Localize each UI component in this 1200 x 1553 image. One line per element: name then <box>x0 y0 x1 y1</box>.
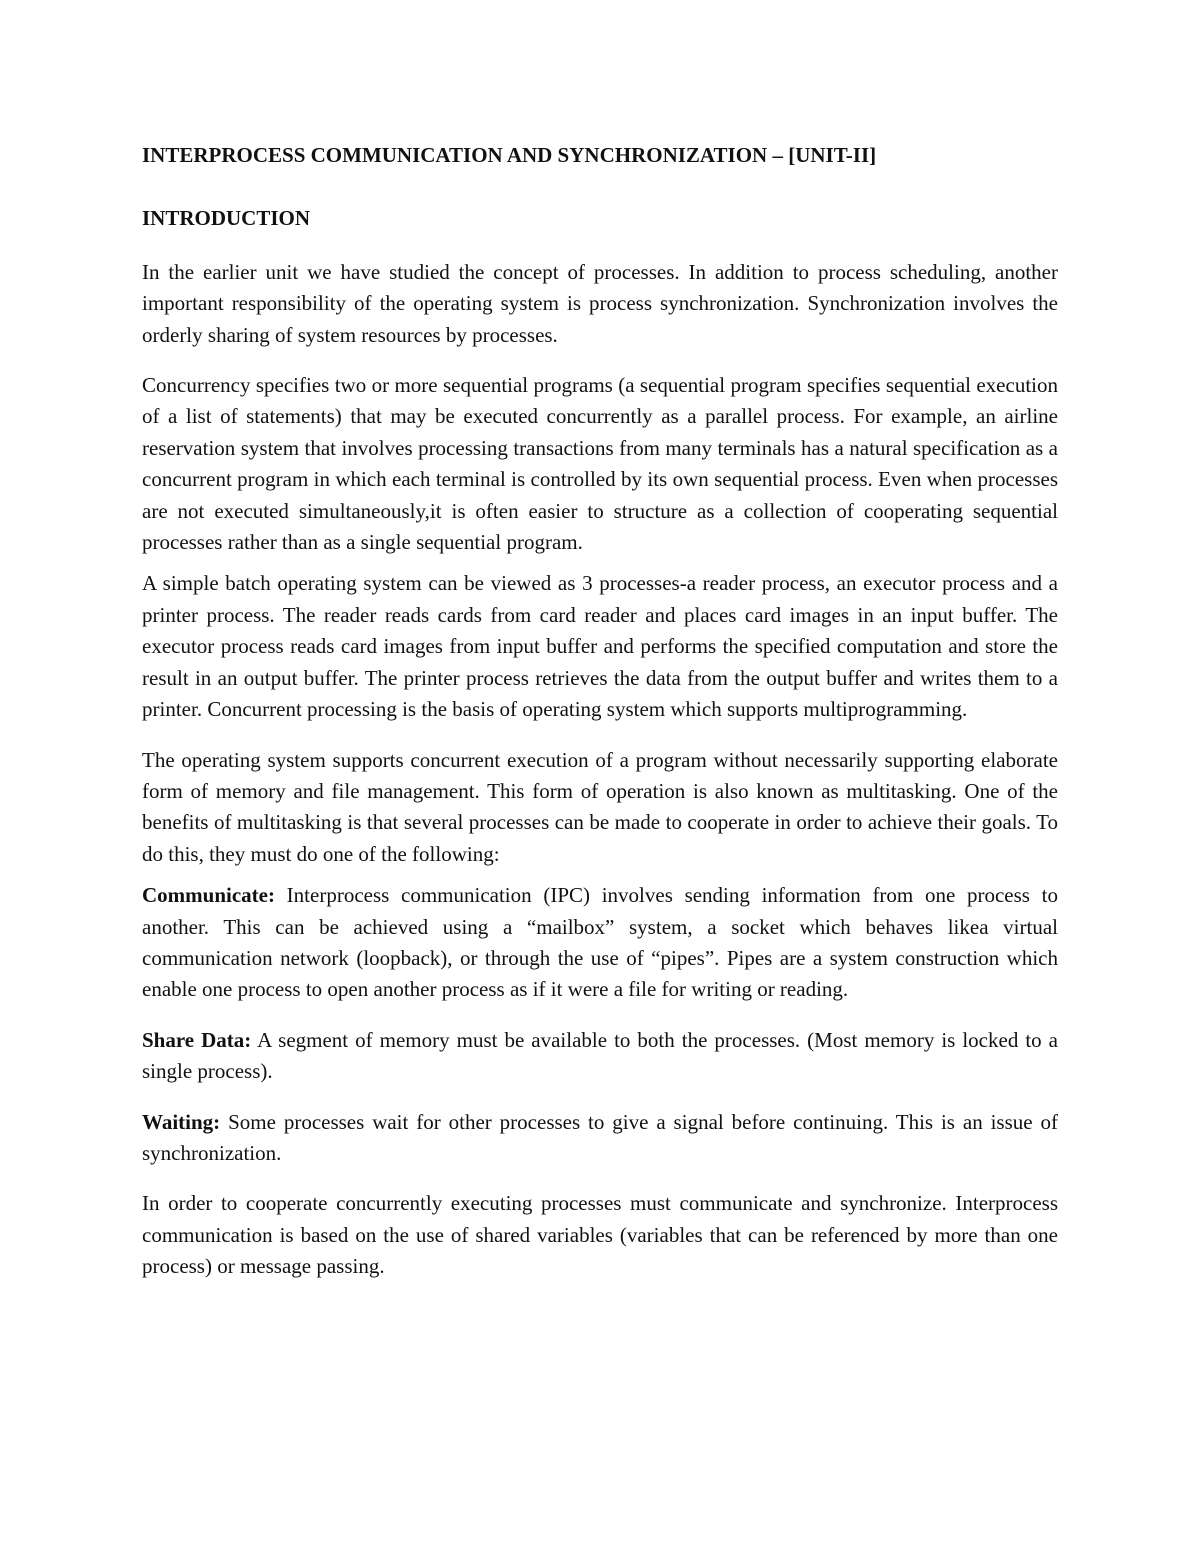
paragraph-concurrency: Concurrency specifies two or more sequential programs (a sequential program specifies sequential execution of a list of statements) that may be executed concurrently as a parallel process. For example, an airline reservation system that involves processing transactions from many terminals has a natural specification as a concurrent program in which each terminal is controlled by its own sequential process. Even when processes are not executed simultaneously,it is often easier to structure as a collection of cooperating sequential processes rather than as a single sequential program. <box>142 373 1058 555</box>
paragraph-intro: In the earlier unit we have studied the concept of processes. In addition to process scheduling, another important responsibility of the operating system is process synchronization. Synchronization involves the orderly sharing of system resources by processes. <box>142 259 1058 347</box>
definition-term: Share Data: <box>142 1027 252 1052</box>
document-page <box>142 140 1058 1302</box>
definition-text: A segment of memory must be available to both the processes. (Most memory is locked to a single process). <box>142 1027 1058 1084</box>
definition-waiting <box>142 1107 1058 1170</box>
paragraph-batch-os: A simple batch operating system can be viewed as 3 processes-a reader process, an executor process and a printer process. The reader reads cards from card reader and places card images in an input buffer. The executor process reads card images from input buffer and performs the specified computation and store the result in an output buffer. The printer process retrieves the data from the output buffer and writes them to a printer. Concurrent processing is the basis of operating system which supports multiprogramming. <box>142 571 1058 722</box>
definition-term: Communicate: <box>142 883 275 908</box>
paragraph-closing: In order to cooperate concurrently executing processes must communicate and synchronize. Interprocess communication is based on the use of shared variables (variables that can be referenced by more than one process) or message passing. <box>142 1191 1058 1279</box>
definition-communicate <box>142 880 1058 1006</box>
definition-term: Waiting: <box>142 1109 221 1134</box>
definition-share-data <box>142 1025 1058 1088</box>
definition-text: Interprocess communication (IPC) involves sending information from one process to another. This can be achieved using a “mailbox” system, a socket which behaves likea virtual communication network (loopback), or through the use of “pipes”. Pipes are a system construction which enable one process to open another process as if it were a file for writing or reading. <box>142 883 1058 1002</box>
document-title: INTERPROCESS COMMUNICATION AND SYNCHRONIZATION – [UNIT-II] <box>142 143 877 167</box>
paragraph-multitasking: The operating system supports concurrent execution of a program without necessarily supporting elaborate form of memory and file management. This form of operation is also known as multitasking. One of the benefits of multitasking is that several processes can be made to cooperate in order to achieve their goals. To do this, they must do one of the following: <box>142 747 1058 866</box>
definition-text: Some processes wait for other processes to give a signal before continuing. This is an issue of synchronization. <box>142 1109 1058 1165</box>
section-heading-introduction: INTRODUCTION <box>142 206 311 231</box>
